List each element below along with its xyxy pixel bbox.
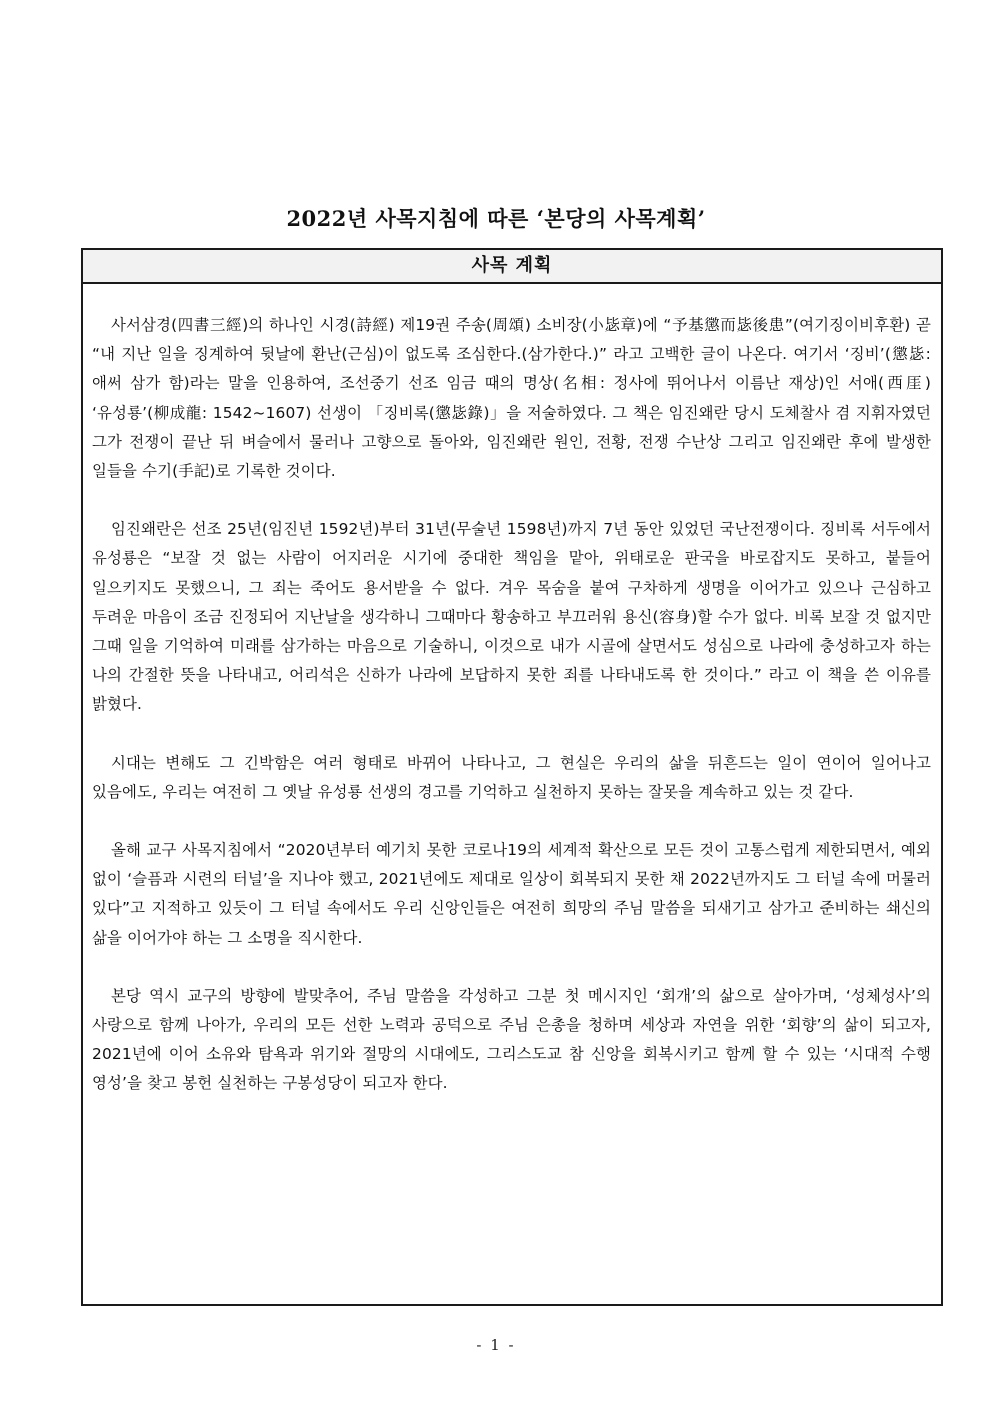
pastoral-plan-box [81, 248, 943, 1306]
document-title: 2022년 사목지침에 따른 ‘본당의 사목계획’ [286, 206, 706, 231]
paragraph-2: 임진왜란은 선조 25년(임진년 1592년)부터 31년(무술년 1598년)까지 7년 동안 있었던 국난전쟁이다. 징비록 서두에서 유성룡은 “보잘 것 없는 사람이 어지러운 시기에 중대한 책임을 맡아, 위태로운 판국을 바로잡지도 못하고, 붙들어 일으키지도 못했으니, 그 죄는 죽어도 용서받을 수 없다. 겨우 목숨을 붙여 구차하게 생명을 이어가고 있으나 근심하고 두려운 마음이 조금 진정되어 지난날을 생각하니 그때마다 황송하고 부끄러워 용신(容身)할 수가 없다. 비록 보잘 것 없지만 그때 일을 기억하여 미래를 삼가하는 마음으로 기술하니, 이것으로 내가 시골에 살면서도 성심으로 나라에 충성하고자 하는 나의 간절한 뜻을 나타내고, 어리석은 신하가 나라에 보답하지 못한 죄를 나타내도록 한 것이다.” 라고 이 책을 쓴 이유를 밝혔다. [92, 520, 931, 714]
section-header: 사목 계획 [83, 250, 941, 284]
plan-body [83, 284, 941, 1099]
page-number: - 1 - [476, 1336, 516, 1354]
paragraph-3: 시대는 변해도 그 긴박함은 여러 형태로 바뀌어 나타나고, 그 현실은 우리의 삶을 뒤흔드는 일이 연이어 일어나고 있음에도, 우리는 여전히 그 옛날 유성룡 선생의 경고를 기억하고 실천하지 못하는 잘못을 계속하고 있는 것 같다. [92, 753, 931, 801]
paragraph-4: 올해 교구 사목지침에서 “2020년부터 예기치 못한 코로나19의 세계적 확산으로 모든 것이 고통스럽게 제한되면서, 예외 없이 ‘슬픔과 시련의 터널’을 지나야 했고, 2021년에도 제대로 일상이 회복되지 못한 채 2022년까지도 그 터널 속에 머물러 있다”고 지적하고 있듯이 그 터널 속에서도 우리 신앙인들은 여전히 희망의 주님 말씀을 되새기고 삼가고 준비하는 쇄신의 삶을 이어가야 하는 그 소명을 직시한다. [92, 841, 931, 947]
paragraph-1: 사서삼경(四書三經)의 하나인 시경(詩經) 제19권 주송(周頌) 소비장(小毖章)에 “予基懲而毖後患”(여기징이비후환) 곧 “내 지난 일을 징계하여 뒷날에 환난(근심)이 없도록 조심한다.(삼가한다.)” 라고 고백한 글이 나온다. 여기서 ‘징비’(懲毖: 애써 삼가 함)라는 말을 인용하여, 조선중기 선조 임금 때의 명상(名相: 정사에 뛰어나서 이름난 재상)인 서애(西厓) ‘유성룡’(柳成龍: 1542~1607) 선생이 「징비록(懲毖錄)」을 저술하였다. 그 책은 임진왜란 당시 도체찰사 겸 지휘자였던 그가 전쟁이 끝난 뒤 벼슬에서 물러나 고향으로 돌아와, 임진왜란 원인, 전황, 전쟁 수난상 그리고 임진왜란 후에 발생한 일들을 수기(手記)로 기록한 것이다. [92, 316, 931, 481]
paragraph-5: 본당 역시 교구의 방향에 발맞추어, 주님 말씀을 각성하고 그분 첫 메시지인 ‘회개’의 삶으로 살아가며, ‘성체성사’의 사랑으로 함께 나아가, 우리의 모든 선한 노력과 공덕으로 주님 은총을 청하며 세상과 자연을 위한 ‘회향’의 삶이 되고자, 2021년에 이어 소유와 탐욕과 위기와 절망의 시대에도, 그리스도교 참 신앙을 회복시키고 함께 할 수 있는 ‘시대적 수행 영성’을 찾고 봉헌 실천하는 구봉성당이 되고자 한다. [92, 986, 931, 1093]
